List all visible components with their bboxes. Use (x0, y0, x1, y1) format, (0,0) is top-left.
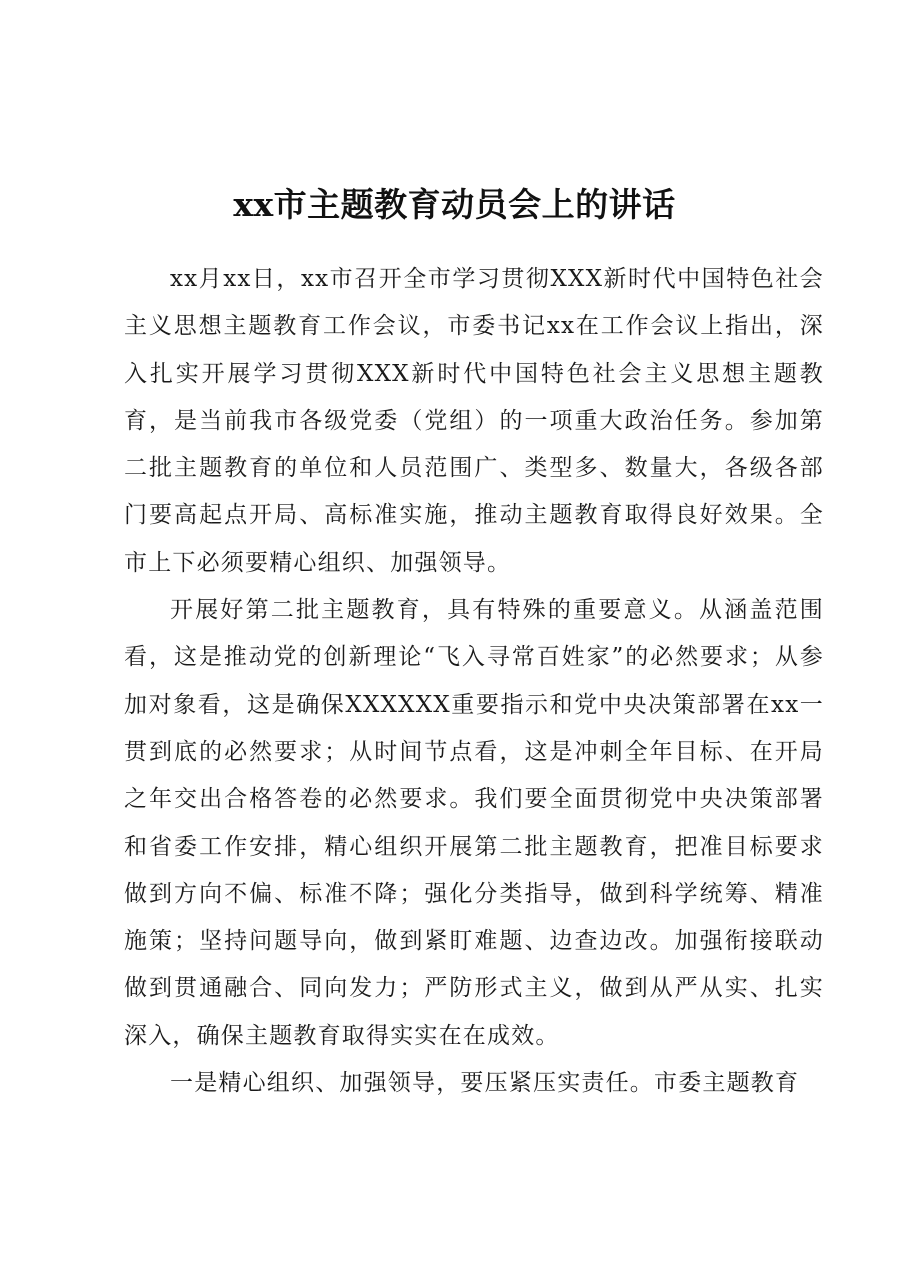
document-body (124, 256, 824, 1107)
document-title: xx市主题教育动员会上的讲话 (233, 185, 676, 224)
paragraph: 开展好第二批主题教育，具有特殊的重要意义。从涵盖范围看，这是推动党的创新理论“飞入寻常百姓家”的必然要求；从参加对象看，这是确保XXXXXX重要指示和党中央决策部署在xx一贯到底的必然要求；从时间节点看，这是冲刺全年目标、在开局之年交出合格答卷的必然要求。我们要全面贯彻党中央决策部署和省委工作安排，精心组织开展第二批主题教育，把准目标要求做到方向不偏、标准不降；强化分类指导，做到科学统筹、精准施策；坚持问题导向，做到紧盯难题、边查边改。加强衔接联动做到贯通融合、同向发力；严防形式主义，做到从严从实、扎实深入，确保主题教育取得实实在在成效。 (124, 597, 824, 1049)
paragraph: xx月xx日，xx市召开全市学习贯彻XXX新时代中国特色社会主义思想主题教育工作会议，市委书记xx在工作会议上指出，深入扎实开展学习贯彻XXX新时代中国特色社会主义思想主题教育，是当前我市各级党委（党组）的一项重大政治任务。参加第二批主题教育的单位和人员范围广、类型多、数量大，各级各部门要高起点开局、高标准实施，推动主题教育取得良好效果。全市上下必须要精心组织、加强领导。 (124, 266, 824, 576)
paragraph: 一是精心组织、加强领导，要压紧压实责任。市委主题教育 (170, 1070, 800, 1097)
